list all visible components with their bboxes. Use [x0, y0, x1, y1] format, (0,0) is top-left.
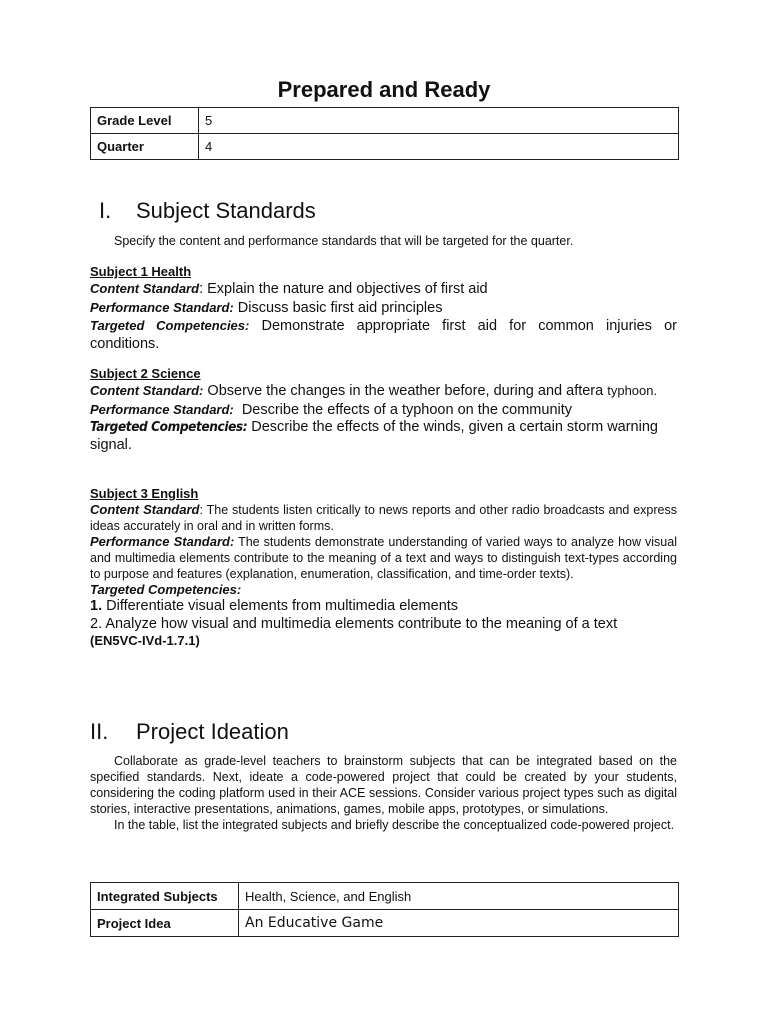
table-row [91, 108, 679, 134]
quarter-label: Quarter [91, 134, 199, 160]
targeted-competencies-label: Targeted Competencies: [90, 318, 250, 333]
section2-title: Project Ideation [136, 719, 289, 744]
subject3-performance-standard [90, 534, 677, 582]
content-standard-tail: typhoon. [607, 383, 658, 398]
subject2-targeted-competencies [90, 419, 677, 454]
targeted-competencies-text: Demonstrate appropriate first aid for common injuries or conditions. [90, 318, 677, 352]
grade-level-value: 5 [199, 108, 679, 134]
subject3-title: Subject 3 English [90, 486, 199, 501]
subject2-performance-standard [90, 401, 677, 420]
performance-standard-label: Performance Standard: [90, 401, 234, 417]
subject3-block [90, 486, 677, 648]
targeted-competencies-label: Targeted Competencies: [90, 582, 242, 597]
content-standard-label: Content Standard [90, 281, 200, 296]
targeted-competencies-label: Targeted Competencies: [90, 419, 248, 435]
content-standard-text: Explain the nature and objectives of first aid [203, 281, 488, 297]
section2-paragraph-1: Collaborate as grade-level teachers to brainstorm subjects that can be integrated based on the specified standards. Next, ideate a code-powered project that could be created by your students, considering the coding platform used in their ACE sessions. Consider various project types such as digital stories, interactive presentations, animations, games, mobile apps, prototypes, or simulations. [90, 754, 677, 816]
competency-code: (EN5VC-IVd-1.7.1) [90, 633, 200, 648]
content-standard-text: Observe the changes in the weather before, during and aftera [203, 383, 608, 399]
competency-item-1: 1. Differentiate visual elements from multimedia elements [90, 598, 459, 614]
integrated-subjects-value: Health, Science, and English [239, 883, 679, 910]
section1-number: I. [99, 198, 112, 223]
performance-standard-text: The students demonstrate understanding of varied ways to analyze how visual and multimedia elements contribute to the meaning of a text and ways to distinguish text-types according to purpose and features (explanation, enumeration, classification, and time-order texts). [90, 535, 677, 581]
quarter-value: 4 [199, 134, 679, 160]
performance-standard-text: Describe the effects of a typhoon on the community [233, 401, 573, 418]
table-row [91, 910, 679, 937]
subject1-block [90, 264, 677, 353]
performance-standard-label: Performance Standard: [90, 534, 235, 549]
performance-standard-text: Discuss basic first aid principles [233, 299, 443, 316]
integrated-subjects-label: Integrated Subjects [91, 883, 239, 910]
section1-intro: Specify the content and performance standards that will be targeted for the quarter. [114, 234, 574, 248]
subject2-block [90, 366, 677, 454]
content-standard-text: The students listen critically to news reports and other radio broadcasts and express ideas accurately in oral and in written forms. [90, 503, 677, 533]
subject3-content-standard: Content Standard: The students listen critically to news reports and other radio broadcasts and express ideas accurately in oral and in written forms. [90, 502, 677, 533]
section1-heading [99, 198, 316, 224]
subject1-performance-standard [90, 299, 677, 318]
subject1-title: Subject 1 Health [90, 264, 192, 279]
subject1-content-standard: Content Standard: Explain the nature and objectives of first aid [90, 281, 488, 297]
subject2-title: Subject 2 Science [90, 366, 201, 381]
project-idea-label: Project Idea [91, 910, 239, 937]
info-table [90, 107, 679, 160]
content-standard-label: Content Standard [90, 502, 200, 517]
section2-number: II. [90, 719, 109, 744]
table-row [91, 134, 679, 160]
competency-item-2: 2. Analyze how visual and multimedia elements contribute to the meaning of a text [90, 615, 618, 632]
project-idea-value: An Educative Game [239, 910, 679, 937]
table-row [91, 883, 679, 910]
content-standard-label: Content Standard: [90, 383, 204, 398]
subject1-targeted-competencies [90, 317, 677, 353]
page-title: Prepared and Ready [277, 77, 491, 102]
section2-paragraph-2: In the table, list the integrated subjects and briefly describe the conceptualized code-powered project. [114, 818, 675, 832]
section2-body [90, 753, 677, 833]
performance-standard-label: Performance Standard: [90, 299, 234, 315]
grade-level-label: Grade Level [91, 108, 199, 134]
section1-title: Subject Standards [136, 198, 316, 223]
subject3-targeted-label-line [90, 582, 677, 598]
subject2-content-standard [90, 382, 677, 401]
section2-heading [90, 719, 289, 745]
targeted-competencies-text: Describe the effects of the winds, given a certain storm warning signal. [90, 419, 658, 453]
project-table [90, 882, 679, 937]
